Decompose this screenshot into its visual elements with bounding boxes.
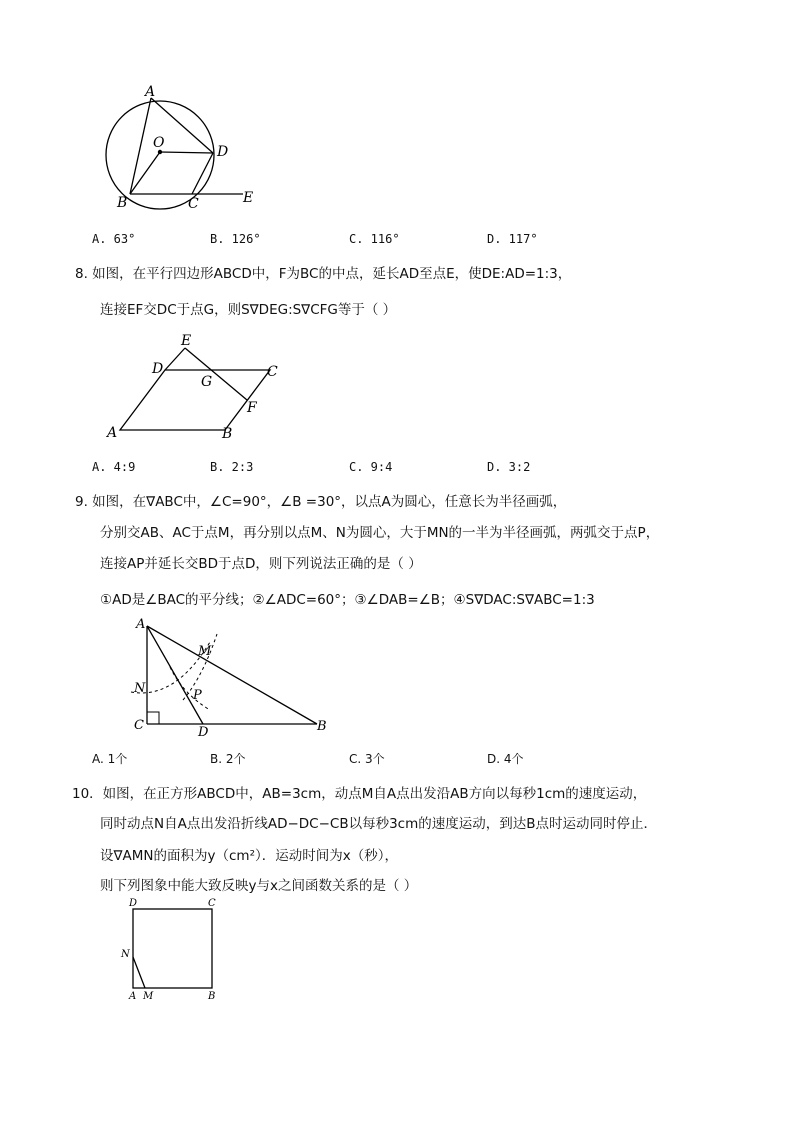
q10-label-N: N	[121, 949, 130, 960]
q9-label-N: N	[134, 681, 146, 696]
q7-seg-OD	[160, 152, 213, 153]
q9-option-c[interactable]: C. 3个	[349, 752, 385, 766]
q7-option-d[interactable]: D. 117°	[487, 232, 538, 246]
q9-label-D: D	[198, 725, 209, 737]
q7-figure	[95, 80, 270, 210]
q9-stem-line4: ①AD是∠BAC的平分线；②∠ADC=60°；③∠DAB=∠B；④S∇DAC:S∇ABC=1:3	[100, 592, 595, 608]
q9-stem-line1: 9. 如图，在∇ABC中，∠C=90°，∠B =30°，以点A为圆心，任意长为半径画弧，	[75, 494, 567, 510]
q9-option-b[interactable]: B. 2个	[210, 752, 246, 766]
q8-figure	[105, 330, 295, 445]
q10-label-M: M	[143, 991, 154, 1002]
q9-option-a[interactable]: A. 1个	[92, 752, 128, 766]
q9-stem-line2: 分别交AB、AC于点M，再分别以点M、N为圆心，大于MN的一半为半径画弧，两弧交于点P，	[100, 525, 660, 541]
q10-label-C: C	[208, 898, 216, 909]
q7-label-O: O	[153, 135, 165, 151]
q10-label-A: A	[129, 991, 137, 1002]
q8-stem-line2: 连接EF交DC于点G，则S∇DEG:S∇CFG等于（ ）	[100, 302, 397, 318]
q7-option-b[interactable]: B. 126°	[210, 232, 261, 246]
q10-stem-line1: 10．如图，在正方形ABCD中，AB=3cm，动点M自A点出发沿AB方向以每秒1cm的速度运动，	[72, 786, 647, 802]
q9-figure	[125, 612, 340, 737]
q8-stem-line1: 8. 如图，在平行四边形ABCD中，F为BC的中点，延长AD至点E，使DE:AD=1:3，	[75, 266, 572, 282]
q7-label-A: A	[145, 84, 156, 100]
q9-option-d[interactable]: D. 4个	[487, 752, 524, 766]
q7-label-E: E	[243, 190, 254, 206]
q8-seg-DE	[165, 348, 185, 370]
q10-seg-MN	[133, 957, 145, 988]
q9-label-P: P	[193, 688, 202, 703]
q7-option-c[interactable]: C. 116°	[349, 232, 400, 246]
q7-label-B: B	[117, 195, 128, 210]
q9-label-M: M	[198, 644, 212, 659]
q8-label-D: D	[152, 361, 164, 377]
q7-label-D: D	[217, 144, 229, 160]
q8-label-B: B	[222, 426, 233, 442]
q10-stem-line2: 同时动点N自A点出发沿折线AD−DC−CB以每秒3cm的速度运动，到达B点时运动同时停止．	[100, 816, 658, 832]
q7-option-a[interactable]: A. 63°	[92, 232, 136, 246]
q9-seg-AB	[147, 626, 317, 724]
q10-label-D: D	[129, 898, 138, 909]
q8-label-G: G	[201, 374, 213, 390]
q9-seg-AD	[147, 626, 203, 724]
q10-label-B: B	[208, 991, 216, 1002]
q7-circle	[106, 101, 214, 209]
q10-figure	[115, 895, 225, 1005]
q8-label-E: E	[181, 333, 192, 349]
q8-option-d[interactable]: D. 3:2	[487, 460, 531, 474]
q8-option-a[interactable]: A. 4:9	[92, 460, 136, 474]
q8-label-A: A	[107, 425, 118, 441]
q8-label-C: C	[267, 364, 278, 380]
q9-label-A: A	[136, 617, 146, 632]
q9-stem-line3: 连接AP并延长交BD于点D，则下列说法正确的是（ ）	[100, 556, 422, 572]
q9-label-C: C	[134, 718, 144, 733]
q8-option-b[interactable]: B. 2:3	[210, 460, 254, 474]
q8-option-c[interactable]: C. 9:4	[349, 460, 393, 474]
q8-label-F: F	[247, 400, 257, 416]
q10-square	[133, 909, 212, 988]
q10-stem-line4: 则下列图象中能大致反映y与x之间函数关系的是（ ）	[100, 878, 418, 894]
q10-stem-line3: 设∇AMN的面积为y（cm²）．运动时间为x（秒），	[100, 848, 398, 864]
q7-label-C: C	[188, 196, 199, 210]
q9-right-angle-mark	[147, 712, 159, 724]
q9-arc-center-M	[170, 667, 210, 710]
q9-label-B: B	[317, 719, 327, 734]
q8-seg-EF	[185, 348, 247, 400]
